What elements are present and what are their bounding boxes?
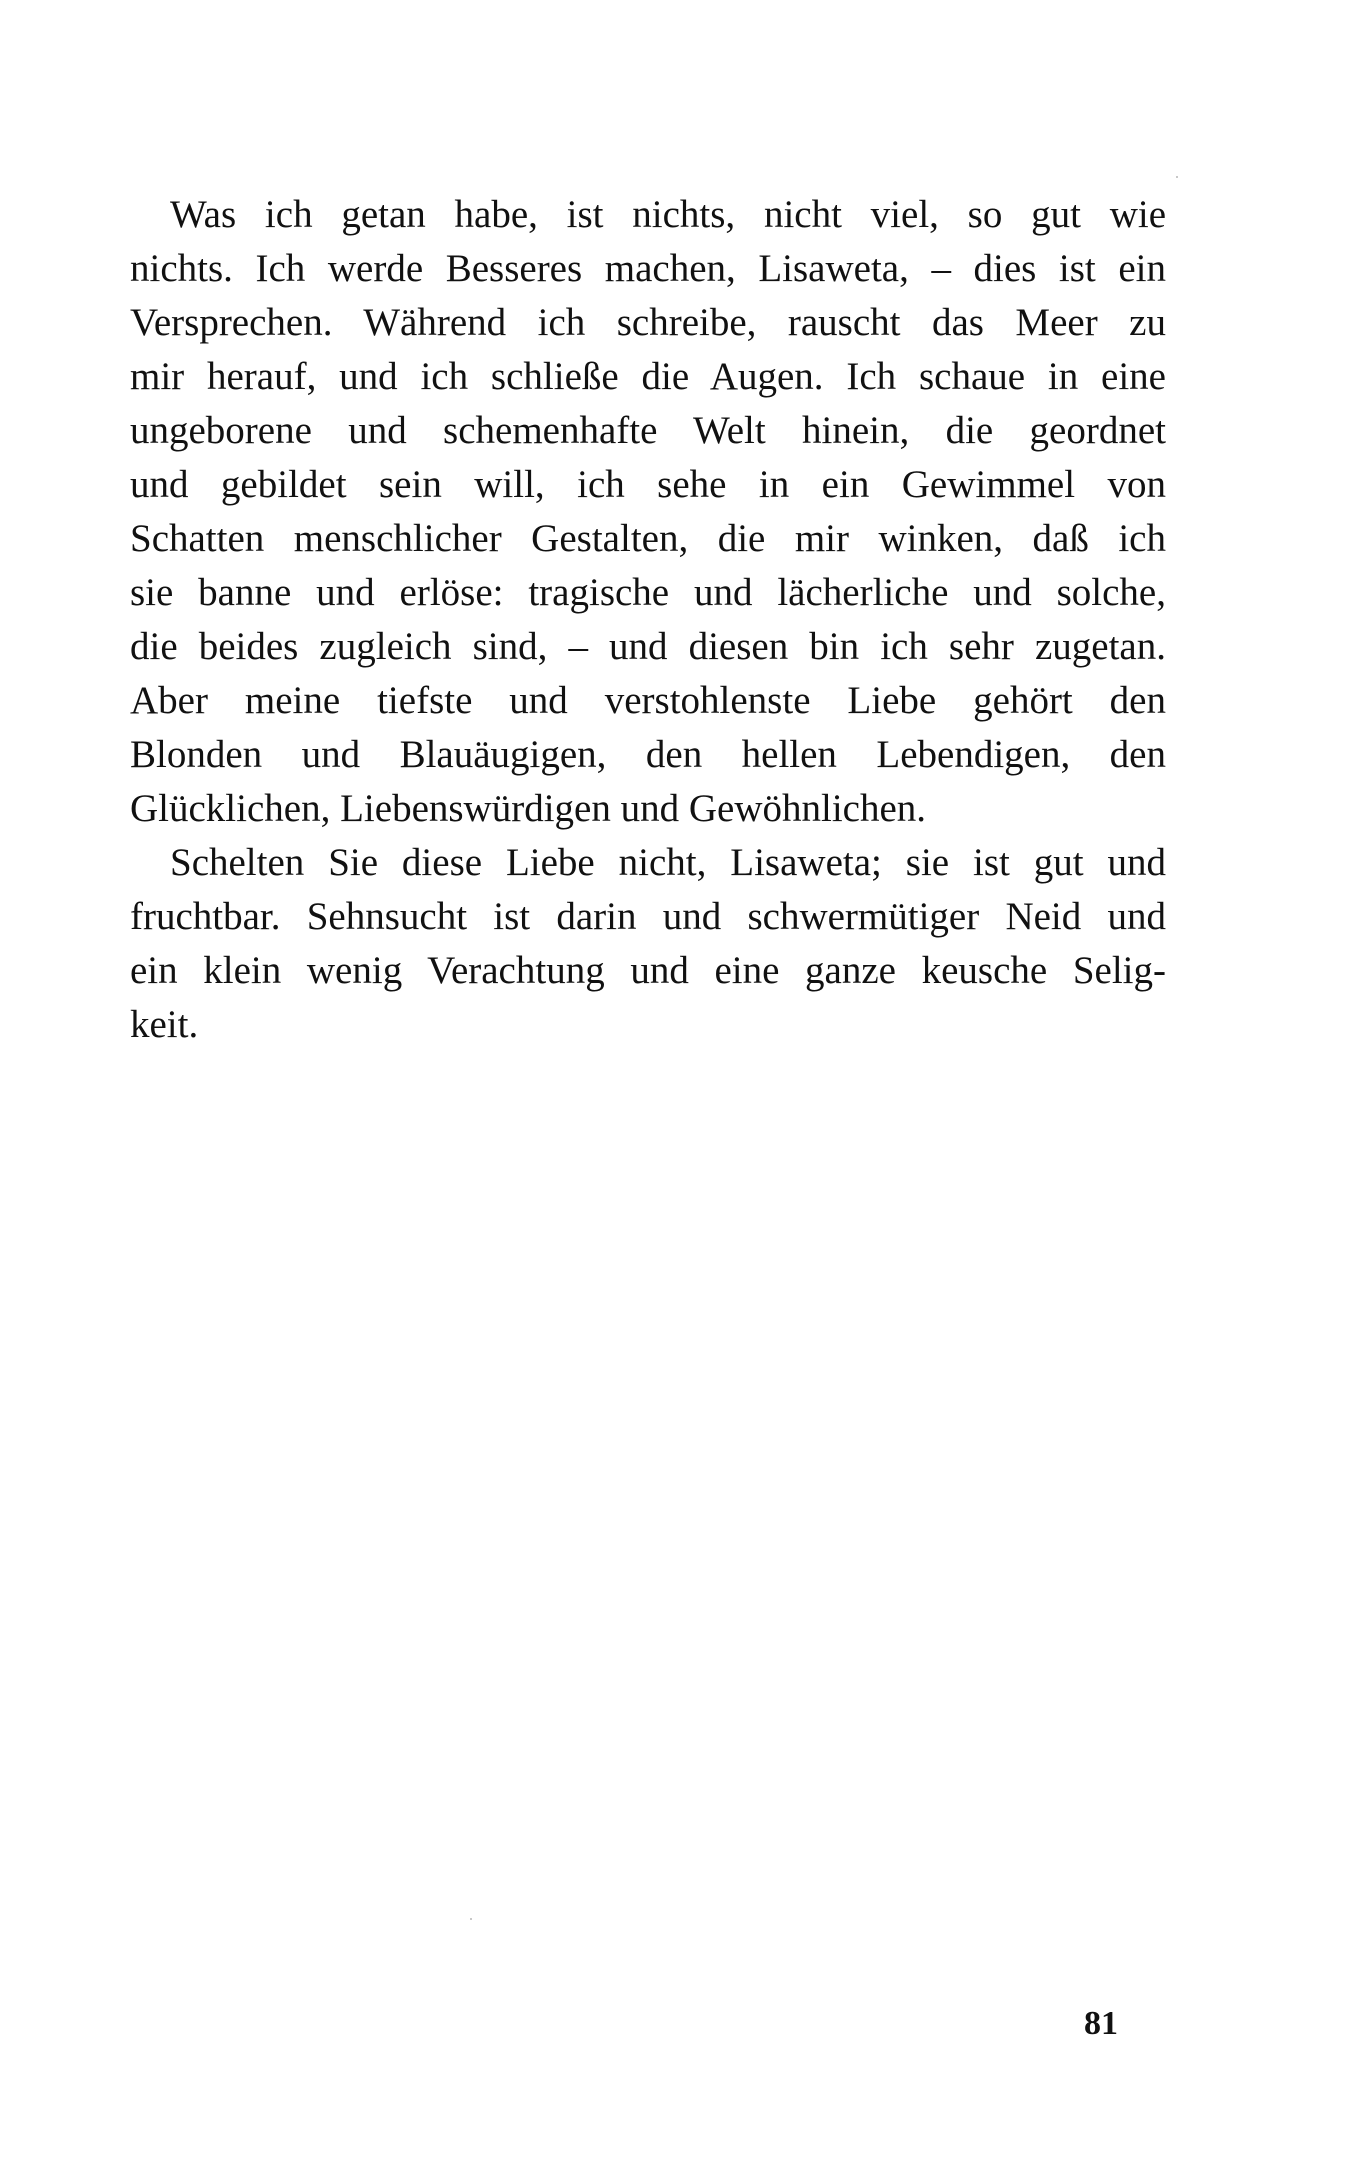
text-line: und gebildet sein will, ich sehe in ein Gewimmel von [130, 463, 1166, 506]
text-line: nichts. Ich werde Besseres machen, Lisaweta, – dies ist ein [130, 247, 1166, 290]
body-text [130, 188, 1166, 1052]
scan-speck [470, 1918, 472, 1920]
paragraph-1 [130, 188, 1166, 836]
text-line: ein klein wenig Verachtung und eine ganze keusche Selig- [130, 949, 1166, 992]
text-line: Was ich getan habe, ist nichts, nicht viel, so gut wie [170, 193, 1166, 236]
text-line: keit. [130, 1003, 199, 1046]
text-line: Aber meine tiefste und verstohlenste Liebe gehört den [130, 679, 1166, 722]
text-line: Schelten Sie diese Liebe nicht, Lisaweta; sie ist gut und [170, 841, 1166, 884]
page-number: 81 [1084, 2005, 1118, 2042]
text-line: Versprechen. Während ich schreibe, rauscht das Meer zu [130, 301, 1166, 344]
text-line: die beides zugleich sind, – und diesen bin ich sehr zugetan. [130, 625, 1166, 668]
text-line: Glücklichen, Liebenswürdigen und Gewöhnlichen. [130, 787, 927, 830]
text-line: Schatten menschlicher Gestalten, die mir winken, daß ich [130, 517, 1166, 560]
text-line: Blonden und Blauäugigen, den hellen Lebendigen, den [130, 733, 1166, 776]
paragraph-2 [130, 836, 1166, 1052]
text-line: mir herauf, und ich schließe die Augen. Ich schaue in eine [130, 355, 1166, 398]
text-line: ungeborene und schemenhafte Welt hinein, die geordnet [130, 409, 1166, 452]
text-line: sie banne und erlöse: tragische und lächerliche und solche, [130, 571, 1166, 614]
scan-speck [1176, 176, 1178, 178]
text-line: fruchtbar. Sehnsucht ist darin und schwermütiger Neid und [130, 895, 1166, 938]
